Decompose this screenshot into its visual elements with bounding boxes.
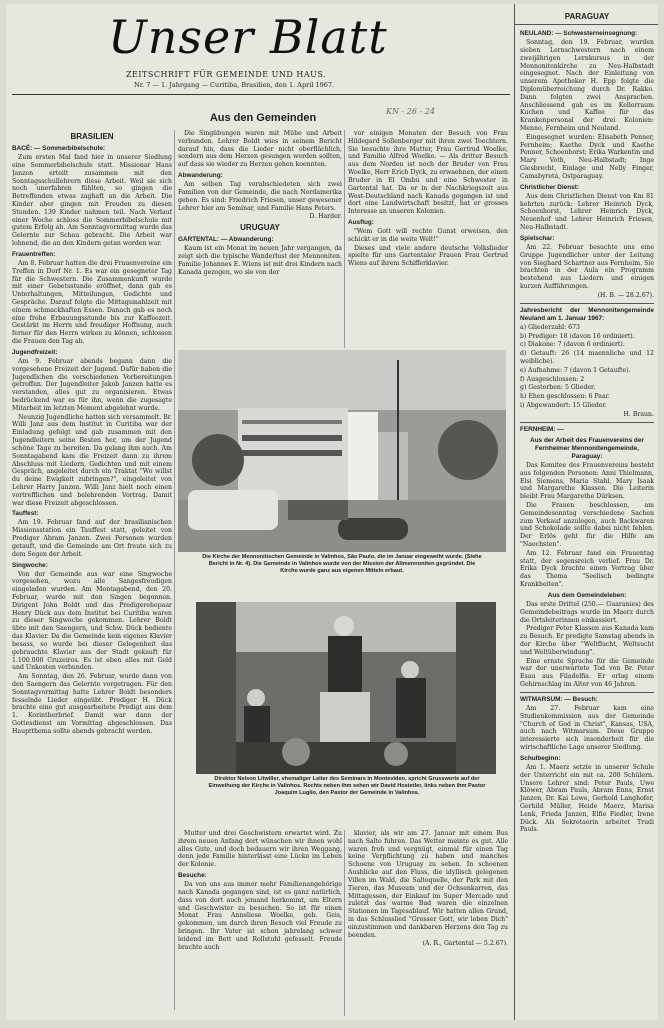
newspaper-title: Unser Blatt — [108, 10, 388, 64]
article-paragraph: Die Singübungen waren mit Mühe und Arbeit verbunden. Lehrer Boldt wies in seinem Bericht darauf hin, dass die Lieder nicht oberflächlich, sondern aus dem Herzen gesungen werden sollten, auf dass sie wieder zu Herzen gehen koennten. — [178, 130, 342, 169]
masthead — [6, 4, 514, 104]
section-heading-brasilien: BRASILIEN — [70, 132, 114, 141]
newspaper-subtitle: ZEITSCHRIFT FÜR GEMEINDE UND HAUS. — [126, 70, 327, 79]
issue-line: Nr. 7 — 1. Jahrgang — Curitiba, Brasilien, den 1. April 1967. — [134, 81, 335, 89]
author-signature: (H. B. — 28.2.67). — [597, 291, 654, 299]
article-heading: Aus der Arbeit des Frauenvereins der Fernheimer Mennonitengemeinde, Paraguay: — [530, 436, 644, 460]
middle-bottom-column-2 — [348, 830, 508, 1020]
article-paragraph: Am 12. Februar fand ein Frauentag statt, der segensreich verlief. Frau Dr. Erika Dyck brachte einen Vortrag über das Thema "Seelisch bedingte Krankheiten". — [520, 549, 654, 589]
article-paragraph: Am selben Tag verabschiedeten sich zwei Familien von der Gemeinde, die nach Nordamerika gehen. Es sind: Friedrich Friesen, unser gewesener Lehrer hier am Seminar, und Familie Hans Peters. — [178, 181, 342, 212]
section-heading-paraguay: PARAGUAY — [515, 4, 658, 25]
article-heading: WITMARSUM: — Besuch: — [520, 695, 598, 703]
author-signature: H. Braun. — [623, 410, 654, 418]
article-heading: Frauentreffen: — [12, 250, 56, 258]
article-paragraph: Am 9. Februar abends begann dann die vorgesehene Freizeit der Jugend. Dafür haben die Jugendlichen die verschiedenen Vorbereitungen getroffen. Der Jugendleiter Jakob Janzen hatte es verstanden, alles gut zu organisieren. Etwas bedrückend war es für ihn, wenn die zugesagte Mitarbeit im letzten Moment abgelehnt wurde. — [12, 357, 172, 412]
statistics-item: g) Gestorben: 5 Glieder. — [520, 384, 596, 392]
statistics-item: f) Ausgeschlossen: 2 — [520, 375, 585, 383]
statistics-item: b) Prediger: 18 (davon 16 ordiniert). — [520, 332, 635, 340]
left-column — [12, 130, 172, 1020]
article-paragraph: Am 8. Februar hatten die drei Frauenvereine ein Treffen in Dorf Nr. 1. Es war ein gesegneter Tag für die Schwestern. Die Zusammenkunft wurde mit einer Gebetsstunde eröffnet, dann gab es Unterhaltungen, Mitteilungen, Gedichte und Gespräche. Darauf folgte die Mittagsmahlzeit mit einem schmackhaften Essen. Danach gab es noch eine frohe Erbauungsstunde bis zur Kaffeezeit. Gestärkt im Herrn und freudiger Hoffnung, auch ferner für den Herrn wirken zu können, schlossen die Frauen den Tag ab. — [12, 259, 172, 346]
author-signature: D. Harder. — [309, 213, 342, 221]
article-paragraph: Am 27. Februar kam eine Studienkommission aus der Gemeinde "Church of God in Christ", Kansas, USA, auch nach Witmarsum. Diese Gruppe interessierte sich insonderheit für die wirtschaftliche Lage unserer Siedlung. — [520, 704, 654, 751]
article-heading: Ausflug: — [348, 218, 374, 226]
statistics-item: a) Gliederzahl: 673 — [520, 323, 580, 331]
article-heading: Singwoche: — [12, 561, 48, 569]
article-paragraph: Eingesegnet wurden: Elisabeth Penner, Fernheim; Kaethe Dyck und Kaethe Penner, Schoenhorst; Erika Warkentin und Mary Voth, Neu-Halbstadt; Inge Giesbrecht, Einlage und Nelly Finger, Camabyretá, Ostparaguay. — [520, 133, 654, 180]
statistics-item: d) Getauft: 26 (14 maennliche und 12 weibliche). — [520, 350, 654, 365]
article-paragraph: Am 22. Februar besuchte uns eine Gruppe Jugendlicher unter der Leitung von Sieghard Schartner aus Fernheim. Sie brachten in der Aula ein Programm bestehend aus Liedern und einigen kurzen Aufführungen. — [520, 243, 654, 290]
statistics-item: h) Ehen geschlossen: 6 Paar. — [520, 393, 610, 401]
article-heading: Abwanderung: — [178, 172, 223, 180]
article-heading: Spielschar: — [520, 234, 555, 242]
column-divider — [344, 830, 345, 1016]
right-column — [514, 4, 658, 1020]
main-article-title: Aus den Gemeinden — [209, 112, 317, 124]
article-paragraph: Sonntag, den 19. Februar, wurden sieben Lernschwestern nach einem zweijährigen Lernkursus in der Mennonitenkirche zu Neu-Halbstadt eingesegnet. Nach der Einleitung von unserem Apotheker H. Epp folgte die Diplomüberreichung durch Dr. Rakko. Dann folgten zwei Ansprachen. Anschliessend gab es im Kellerraum Kuchen und Kaffee für das Krankenpersonal der drei Kolonien: Menno, Fernheim und Neuland. — [520, 39, 654, 132]
church-photo-caption: Die Kirche der Mennonitischen Gemeinde in Valinhos, São Paulo, die im Januar eingeweiht wurde. (Siehe Bericht in Nr. 4). Die Gemeinde in Valinhos wurde von der Mission der Altmennoniten gegründet. Die Kirche wurde ganz aus eigenen Mitteln erbaut. — [202, 554, 482, 574]
article-heading: Christlicher Dienst: — [520, 183, 579, 191]
section-rule — [520, 303, 654, 304]
right-column-text — [515, 27, 658, 835]
masthead-rule — [12, 94, 510, 95]
article-paragraph: Kaum ist ein Monat im neuen Jahr vergangen, da zeigt sich die typische Wanderlust der Mennoniten. Familie Johannes E. Wiens ist mit drei Kindern nach Kanada gezogen, wo sie von der — [178, 245, 342, 276]
middle-bottom-column-1 — [178, 830, 342, 1020]
article-paragraph: Am 1. Maerz setzte in unserer Schule der Unterricht ein mit ca. 200 Schülern. Unsere Lehrer sind: Peter Pauls, Uwe Klöwer, Abram Pauls, Abram Enns, Ernst Janzen, Dr. Kai Lewe, Gerhold Langhofer, Gerhild Müller, Heide Maerz, Marisa Lenk, Frieda Janzen, Elfie Fiedler, Irene Dück. Als Sekretaerin arbeitet Trudi Pauls. — [520, 763, 654, 834]
article-paragraph: Da von uns aus immer mehr Familienangehörige nach Kanada gegangen sind, ist es ganz natürlich, dass von dort auch jemand herkommt, um Eltern und Geschwister zu besuchen. So ist für einen Monat Frau Anneliese Woelke, geb. Geis, gekommen, um durch ihren Besuch viel Freude zu bringen. Ihr Vater ist schon jahrelang schwer leidend im Bett und Rollstuhl gefesselt. Freude brachte auch — [178, 881, 342, 951]
statistics-list — [520, 324, 654, 410]
article-paragraph: Neunzig Jugendliche hatten sich versammelt. Br. Willi Janz aus dem Institut in Curitiba war der Einladung gefolgt und gab zusammen mit den Jugendleitern seine Besten her, um der Jugend schöne Tage zu bereiten. Da gelang ihm auch. Am Sonntagabend kam die Freizeit dann zu ihrem Abschluss mit Liedern, Gedichten und mit einem Gespräch, angeleitet durch ein Traktat "Wo willst du deine Ewigkeit zubringen?", eingeleitet von Lehrer Harry Janzen. Willi Janz hielt noch einen vortrefflichen und belehrenden Vortrag. Damit war diese Freizeit abgeschlossen. — [12, 413, 172, 507]
article-paragraph: Eine ernste Sprache für die Gemeinde war der unerwartete Tod von Br. Peter Esau aus Filadelfia. Er erlag einem Gehirnschlag im Alter von 46 Jahren. — [520, 657, 654, 689]
article-paragraph: Das erste Drittel (250.— Guaranies) des Gemeindebeitrags wurde im Maerz durch die Ortsleiterinnen einkassiert. — [520, 600, 654, 624]
article-paragraph: klavier, als wir am 27. Januar mit einem Bus nach Salto fuhren. Das Wetter meinte es gut. Alle waren froh und vergnügt, einmal für einen Tag keine Verpflichtung zu haben und manches Schoene von Uruguay zu sehen. In schoenen Ausblicke auf den Fluss, die idyllisch gelegenen Villen im Wald, die Saltoquelle, der Park mit den Tieren, das Museum und der Ochsenkarren, das Mittagessen, der Einkauf im Super Mercado und zuletzt das warme Bad waren die einzelnen Stationen im Tagesablauf. Wir hatten allen Grund, in das Schlusslied "Grosser Gott, wir loben Dich" einzustimmen und dankbaren Herzens den Tag zu beenden. — [348, 830, 508, 939]
section-rule — [520, 692, 654, 693]
church-photo — [178, 350, 506, 552]
speaker-photo-image — [196, 602, 496, 774]
article-heading: Schulbeginn: — [520, 754, 561, 762]
article-paragraph: vor einigen Monaten der Besuch von Frau Hildegard Sollenberger mit ihren zwei Toechtern. Sie besuchte ihre Mutter, Frau Gertrud Woelke, und Familie Alfred Woelke. — Als dritter Besuch aus dem Norden ist noch der Bruder von Frau Woelke, Herr Erich Dyck, zu erwaehnen, der einen Bruder in El Ombú und eine Schwester in Gartental hat. Da er in der Nachkriegszeit aus West-Deutschland nach Kanada gegangen ist und dort eine Landwirtschaft besitzt, hat er grosses Interesse an unseren Kolonien. — [348, 130, 508, 216]
newspaper-page — [6, 4, 658, 1020]
church-photo-image — [178, 350, 506, 552]
article-paragraph: Das Komitee des Frauenvereins besteht aus folgenden Personen: Anni Thielmann, Elsi Siemens, Maria Stahl, Mary Isaak und Margarethe Klassen. Die Leiterin bleibt Frau Margarethe Dürksen. — [520, 461, 654, 501]
article-heading: FERNHEIM: — — [520, 425, 564, 433]
article-paragraph: Am Sonntag, den 26. Februar, wurde dann von den Saengern das Gelernte vorgetragen. Für den Sonntagvormittag hatte Lehrer Boldt besonders fesselnde Lieder eingeübt. Prediger H. Dück brachte eine gut ausgearbeitete Predigt aus dem 1. Korintherbrief. Damit war dann der Gottesdienst am Vormittag abgeschlossen. Das Hauptthema sollte abends gebracht werden. — [12, 673, 172, 735]
article-paragraph: Aus dem Christlichen Dienst von Km 81 kehrten zurück: Lehrer Heinrich Dyck, Schoenhorst, Lehrer Heinrich Dyck, Neuenhof und Lehrer Heinrich Friesen, Neu-Halbstadt. — [520, 192, 654, 231]
article-heading: Jugendfreizeit: — [12, 348, 58, 356]
speaker-photo-caption: Direktor Nelson Litwiller, ehemaliger Leiter des Seminars in Montevideo, spricht Grussworte auf der Einweihung der Kirche in Valinhos. Rechts neben ihm sehen wir David Hostetler, links neben ihm Pastor Joaquim Luglio, den Pastor der Gemeinde in Valinhos. — [208, 776, 486, 796]
article-heading: BACÉ: — Sommerbibelschule: — [12, 145, 106, 153]
column-divider — [174, 130, 175, 1010]
section-rule — [520, 422, 654, 423]
article-paragraph: Dieses und viele andere deutsche Volkslieder spielte für uns Gartentaler Frauen Frau Gertrud Wiens auf ihrem Schifferklavier. — [348, 244, 508, 268]
article-paragraph: Mutter und drei Geschwistern erwartet wird. Zu ihrem neuen Anfang dort wünschen wir ihnen wohl alles Gute, und doch bedauern wir ihren Weggang, denn jede Familie hinterlässt eine Lücke im Leben der Kolonie. — [178, 830, 342, 869]
speaker-photo — [196, 602, 496, 774]
article-paragraph: Prediger Peter Klassen aus Kanada kam zu Besuch. Er predigte Samstag abends in der Kirche über "Weltflucht, Weltsucht und Weltüberwindung". — [520, 625, 654, 656]
statistics-item: c) Diakone: 7 (davon 6 ordiniert). — [520, 341, 625, 349]
article-paragraph: Von der Gemeinde aus war eine Singwoche vorgesehen, wozu alle Sangesfreudigen eingeladen wurden. Am Montagabend, den 20. Februar, wurde mit den Singen begonnen. Dirigent John Boldt und das Predigerehepaar Henry Dück aus dem Institut bei Curitiba waren zu dieser Singwoche gekommen. Lehrer Boldt übte mit den Saengern, und Schw. Dück bediente das Klavier. Da die Gemeinde kein eigenes Klavier besass, so wurde bei dieser Gelegenheit das gebrauchte Klavier aus der Stadt gekauft für 1.100.000 Cruzeiros. Es ist eben alles mit Geld und Unkosten verbunden. — [12, 570, 172, 672]
article-heading: Jahresbericht der Mennonitengemeinde Neuland am 1. Januar 1967: — [520, 306, 654, 322]
article-heading: Aus dem Gemeindeleben: — [547, 591, 627, 599]
article-paragraph: "Wem Gott will rechte Gunst erweisen, den schickt er in die weite Welt!" — [348, 228, 508, 243]
article-heading: NEULAND: — Schwesterneinsegnung: — [520, 30, 638, 37]
handwritten-note: KN - 26 - 24 — [386, 107, 435, 116]
section-heading-uruguay: URUGUAY — [240, 223, 280, 233]
column-divider — [344, 130, 345, 348]
middle-column-2 — [348, 130, 508, 348]
author-signature: (A. R., Gartental — 5.2.67). — [422, 940, 508, 948]
article-paragraph: Am 19. Februar fand auf der brasilianischen Missionsstation ein Tauffest statt, geleitet von Prediger Abram Janzen. Zwei Personen wurden getauft, und die Gemeinde am Ort freute sich zu dem Segen der Arbeit. — [12, 519, 172, 558]
statistics-item: e) Aufnahme: 7 (davon 1 Getaufte). — [520, 366, 631, 374]
article-paragraph: Die Frauen beschlossen, am Gemeindesonntag verschiedene Sachen zum Verkauf anzulegen, auch Backwaren und Schokolade sollte dabei nicht fehlen. Der Erlös geht für die Hilfe am "Naechsten". — [520, 501, 654, 548]
article-heading: Besuche: — [178, 872, 207, 880]
article-paragraph: Zum ersten Mal fand hier in unserer Siedlung eine Sommerbibelschule statt. Missionar Hans Janzen erteilt zusammen mit den Sonntagsschullehrern diese Arbeit. Weil sie sich noch unerfahren fühlten, so gingen die Betreffenden etwas zaghaft an die Arbeit. Die Kinder aber gingen mit Freuden zu diesen Stunden. 139 Kinder nahmen teil. Nach Verlauf einer Woche schloss die Sommerbibelschule mit gutem Erfolg ab. Am Sonntagvormittag wurde das Gelernte zur Schau gebracht. Die Arbeit war lohnend, die an den Kindern getan worden war. — [12, 154, 172, 248]
middle-column-1 — [178, 130, 342, 348]
statistics-item: i) Abgewandert: 15 Glieder. — [520, 402, 607, 409]
article-heading: Tauffest: — [12, 510, 39, 518]
article-heading: GARTENTAL: — Abwanderung: — [178, 236, 274, 244]
